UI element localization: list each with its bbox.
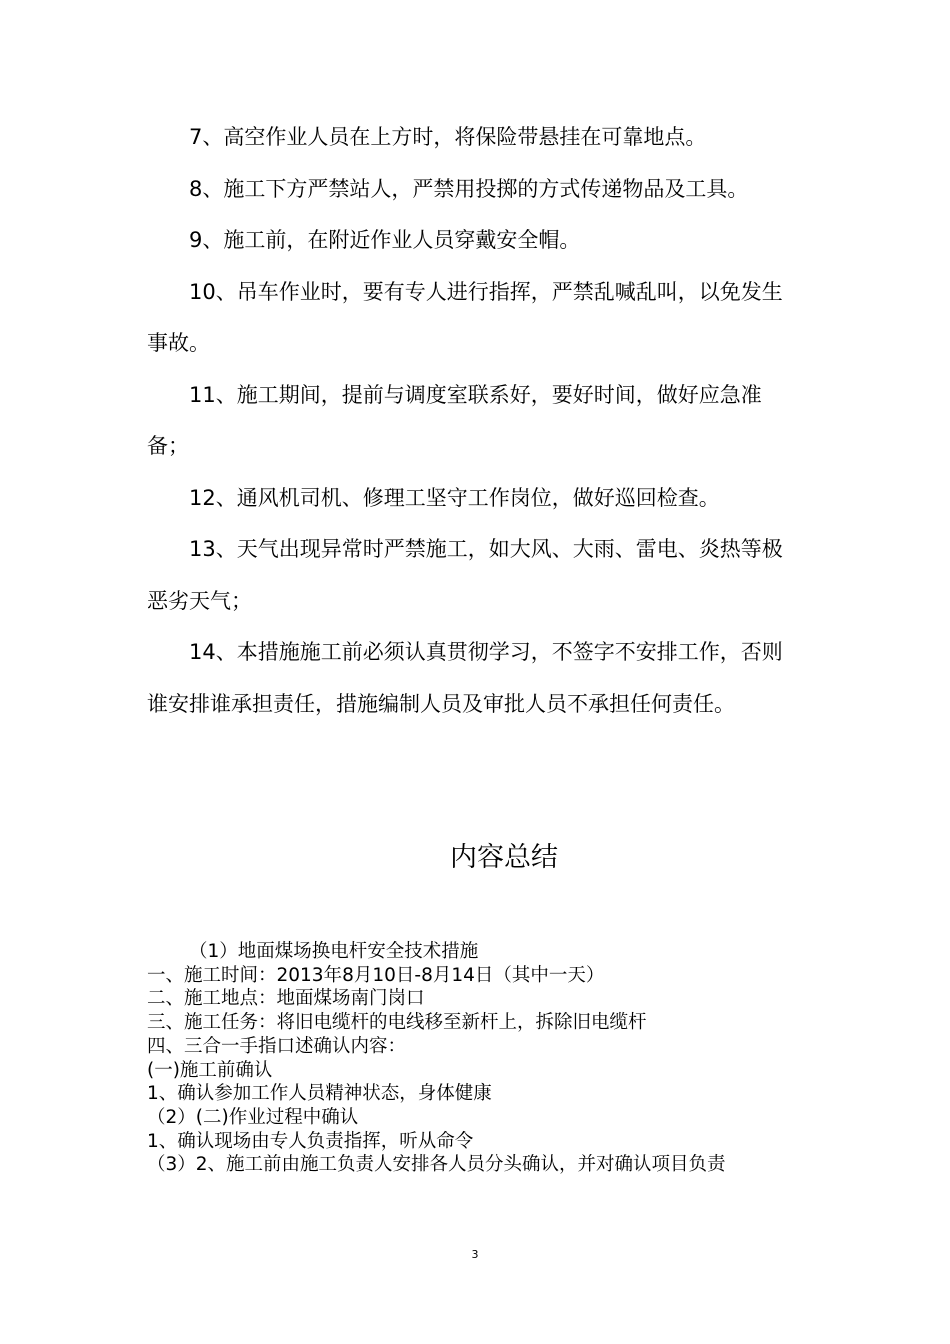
measure-item-7: 7、高空作业人员在上方时，将保险带悬挂在可靠地点。 <box>189 125 707 149</box>
summary-block <box>147 940 827 1177</box>
page-number: 3 <box>471 1248 479 1261</box>
measures-list <box>147 112 797 730</box>
summary-line: 四、三合一手指口述确认内容： <box>147 1035 407 1057</box>
summary-line: （1）地面煤场换电杆安全技术措施 <box>189 941 479 962</box>
measure-item-12: 12、通风机司机、修理工坚守工作岗位，做好巡回检查。 <box>189 485 720 510</box>
measure-item-8: 8、施工下方严禁站人，严禁用投掷的方式传递物品及工具。 <box>189 176 749 201</box>
summary-line: 三、施工任务：将旧电缆杆的电线移至新杆上，拆除旧电缆杆 <box>147 1012 647 1034</box>
measure-item-11: 11、施工期间，提前与调度室联系好，要好时间，做好应急准备； <box>147 382 762 458</box>
summary-line: 二、施工地点：地面煤场南门岗口 <box>147 988 425 1010</box>
measure-item-13: 13、天气出现异常时严禁施工，如大风、大雨、雷电、炎热等极恶劣天气； <box>147 537 783 613</box>
measure-item-9: 9、施工前，在附近作业人员穿戴安全帽。 <box>189 228 581 252</box>
measure-item-10: 10、吊车作业时，要有专人进行指挥，严禁乱喊乱叫，以免发生事故。 <box>147 279 783 355</box>
summary-line: 1、确认现场由专人负责指挥，听从命令 <box>147 1130 474 1152</box>
measure-item-14: 14、本措施施工前必须认真贯彻学习，不签字不安排工作，否则谁安排谁承担责任，措施编制人员及审批人员不承担任何责任。 <box>147 640 783 716</box>
summary-line: （3）2、施工前由施工负责人安排各人员分头确认，并对确认项目负责 <box>147 1154 726 1176</box>
summary-line: （2）(二)作业过程中确认 <box>147 1106 359 1128</box>
summary-line: 1、确认参加工作人员精神状态，身体健康 <box>147 1083 492 1105</box>
summary-line: (一)施工前确认 <box>147 1059 273 1081</box>
summary-line: 一、施工时间：2013年8月10日-8月14日（其中一天） <box>147 964 605 986</box>
summary-title: 内容总结 <box>450 842 558 873</box>
